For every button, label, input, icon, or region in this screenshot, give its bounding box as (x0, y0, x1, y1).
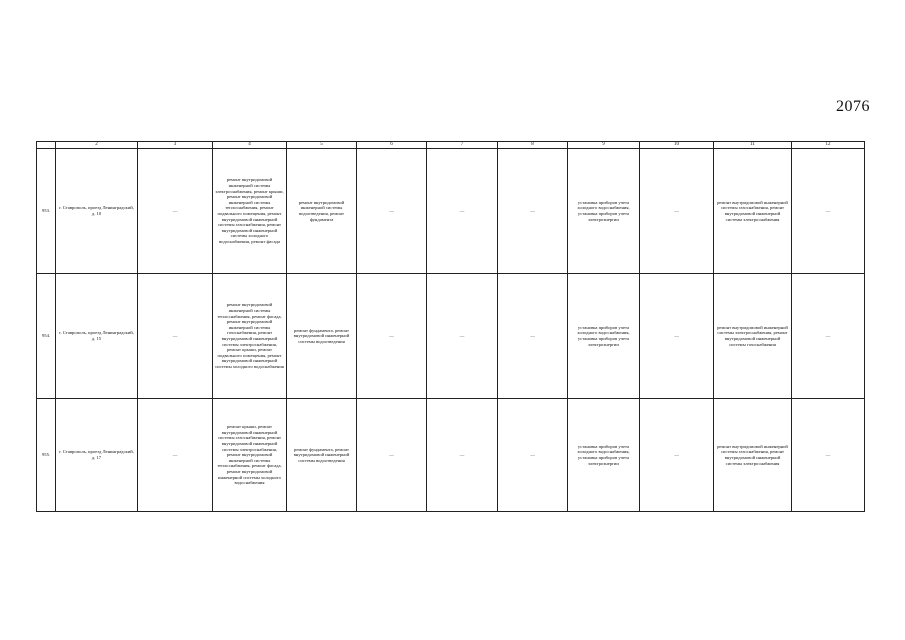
dash-cell: — (498, 149, 568, 274)
row-number: 953. (37, 149, 56, 274)
dash-cell: — (138, 399, 213, 512)
works-cell: установка приборов учета холодного водоснабжения, установка приборов учета электроэнергии (568, 274, 640, 399)
dash-cell: — (138, 274, 213, 399)
works-cell: установка приборов учета холодного водоснабжения, установка приборов учета электроэнергии (568, 149, 640, 274)
dash-cell: — (357, 399, 427, 512)
works-cell: ремонт крыши, ремонт внутридомовой инженерной системы газоснабжения, ремонт внутридомовой инженерной системы электроснабжения, ремонт внутридомовой инженерной системы теплоснабжения, ремонт фасада, ремонт внутридомовой инженерной системы холодного водоснабжения (213, 399, 287, 512)
dash-cell: — (792, 399, 865, 512)
column-number-row (37, 142, 865, 149)
dash-cell: — (357, 149, 427, 274)
capital-repair-table (36, 141, 865, 512)
table-row (37, 274, 865, 399)
works-cell: ремонт внутридомовой инженерной системы электроснабжения, ремонт внутридомовой инженерной системы газоснабжения (714, 274, 792, 399)
dash-cell: — (498, 399, 568, 512)
works-cell: ремонт внутридомовой инженерной системы водоотведения, ремонт фундамента (287, 149, 357, 274)
column-header: 2 (56, 142, 138, 149)
works-cell: установка приборов учета холодного водоснабжения, установка приборов учета электроэнергии (568, 399, 640, 512)
column-header: 5 (287, 142, 357, 149)
works-cell: ремонт внутридомовой инженерной системы теплоснабжения, ремонт фасада, ремонт внутридомовой инженерной системы газоснабжения, ремонт внутридомовой инженерной системы электроснабжения, ремонт крыши, ремонт подвального помещения, ремонт внутридомовой инженерной системы холодного водоснабжения (213, 274, 287, 399)
table-row (37, 399, 865, 512)
dash-cell: — (792, 274, 865, 399)
column-header: 9 (568, 142, 640, 149)
address-cell: г. Ставрополь, проезд Ленинградский, д. 10 (56, 149, 138, 274)
dash-cell: — (138, 149, 213, 274)
address-cell: г. Ставрополь, проезд Ленинградский, д. 15 (56, 274, 138, 399)
table-row (37, 149, 865, 274)
dash-cell: — (357, 274, 427, 399)
works-cell: ремонт фундамента, ремонт внутридомовой инженерной системы водоотведения (287, 274, 357, 399)
address-cell: г. Ставрополь, проезд Ленинградский, д. 17 (56, 399, 138, 512)
dash-cell: — (640, 274, 714, 399)
column-header: 11 (714, 142, 792, 149)
works-cell: ремонт внутридомовой инженерной системы газоснабжения, ремонт внутридомовой инженерной системы электроснабжения (714, 149, 792, 274)
dash-cell: — (792, 149, 865, 274)
dash-cell: — (427, 399, 498, 512)
column-header: 3 (138, 142, 213, 149)
works-cell: ремонт фундамента, ремонт внутридомовой инженерной системы водоотведения (287, 399, 357, 512)
column-header: 6 (357, 142, 427, 149)
works-cell: ремонт внутридомовой инженерной системы газоснабжения, ремонт внутридомовой инженерной системы электроснабжения (714, 399, 792, 512)
row-number: 954. (37, 274, 56, 399)
column-header: 7 (427, 142, 498, 149)
column-header: 4 (213, 142, 287, 149)
dash-cell: — (498, 274, 568, 399)
works-cell: ремонт внутридомовой инженерной системы электроснабжения, ремонт крыши, ремонт внутридомовой инженерной системы теплоснабжения, ремонт подвального помещения, ремонт внутридомовой инженерной системы газоснабжения, ремонт внутридомовой инженерной системы холодного водоснабжения, ремонт фасада (213, 149, 287, 274)
dash-cell: — (427, 274, 498, 399)
column-header: 8 (498, 142, 568, 149)
column-header: 12 (792, 142, 865, 149)
column-header (37, 142, 56, 149)
dash-cell: — (427, 149, 498, 274)
dash-cell: — (640, 399, 714, 512)
column-header: 10 (640, 142, 714, 149)
dash-cell: — (640, 149, 714, 274)
row-number: 955. (37, 399, 56, 512)
page-number: 2076 (836, 98, 870, 115)
